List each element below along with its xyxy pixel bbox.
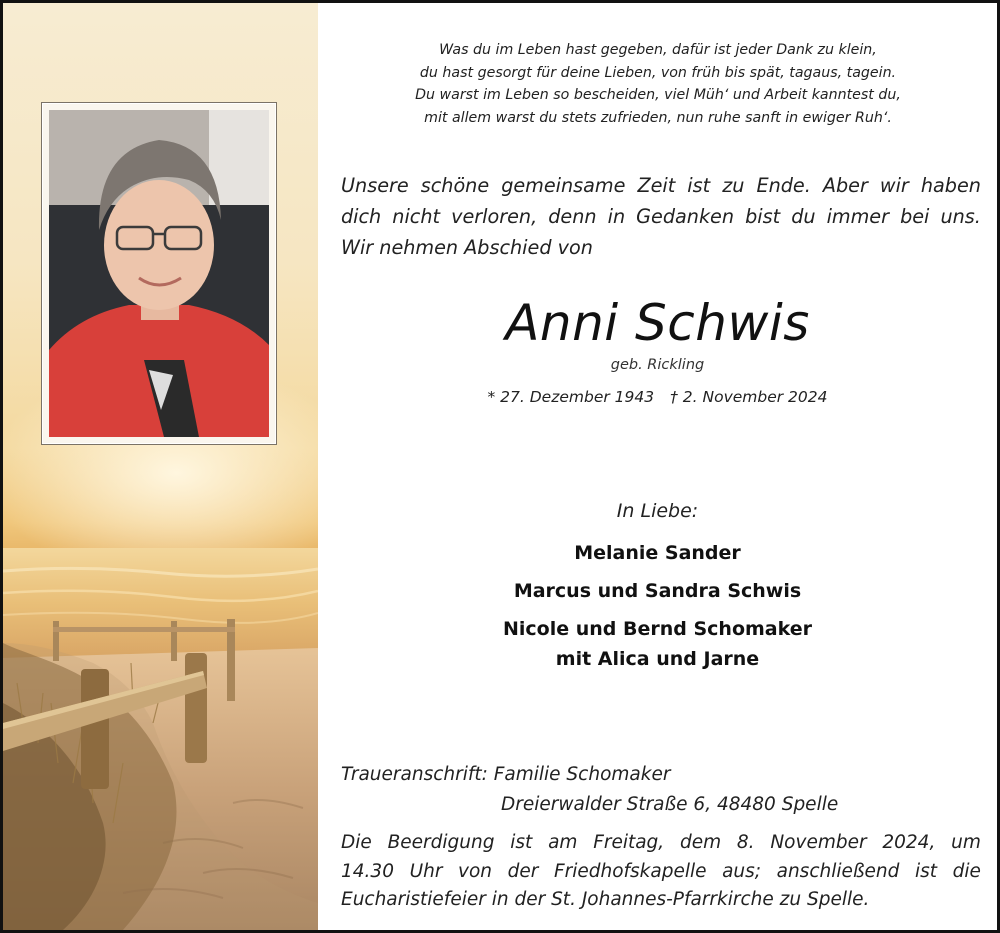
word: haben bbox=[920, 174, 981, 197]
word: ist bbox=[687, 174, 711, 197]
word: ist bbox=[914, 860, 938, 882]
mourners-label: In Liebe: bbox=[616, 500, 699, 522]
word: am bbox=[548, 832, 578, 853]
word: Die bbox=[341, 832, 372, 853]
word: dem bbox=[679, 832, 722, 853]
notice-text-panel bbox=[318, 3, 997, 930]
verse-line: Was du im Leben hast gegeben, dafür ist jeder Dank zu klein, bbox=[439, 42, 877, 58]
funeral-line: Eucharistiefeier in der St. Johannes-Pfarrkirche zu Spelle. bbox=[341, 889, 870, 910]
word: Uhr bbox=[409, 860, 443, 882]
mourner-line: Marcus und Sandra Schwis bbox=[513, 580, 802, 602]
intro-paragraph bbox=[341, 170, 981, 263]
word: der bbox=[507, 860, 539, 882]
word: zu bbox=[722, 174, 745, 197]
word: ist bbox=[510, 832, 533, 853]
memorial-verse bbox=[338, 39, 978, 129]
word: von bbox=[458, 860, 493, 882]
death-date: † 2. November 2024 bbox=[670, 388, 828, 406]
mourner-line: Nicole und Bernd Schomaker bbox=[502, 618, 813, 640]
word: Aber bbox=[822, 174, 868, 197]
intro-line: Wir nehmen Abschied von bbox=[341, 236, 593, 259]
portrait-photo bbox=[41, 102, 277, 445]
word: anschließend bbox=[776, 860, 900, 882]
mourners-list bbox=[318, 538, 997, 674]
address-line: Dreierwalder Straße 6, 48480 Spelle bbox=[501, 794, 839, 815]
word: denn bbox=[548, 205, 597, 228]
word: Unsere bbox=[341, 174, 409, 197]
word: die bbox=[952, 860, 981, 882]
word: nicht bbox=[392, 205, 441, 228]
word: Zeit bbox=[637, 174, 676, 197]
word: du bbox=[791, 205, 816, 228]
intro-line bbox=[341, 170, 981, 201]
word: 2024, bbox=[882, 832, 936, 853]
mourner-line: Melanie Sander bbox=[574, 542, 741, 564]
word: 14.30 bbox=[341, 860, 394, 882]
address-line: Traueranschrift: Familie Schomaker bbox=[341, 764, 671, 785]
word: Gedanken bbox=[636, 205, 735, 228]
portrait-image bbox=[49, 110, 269, 437]
word: in bbox=[607, 205, 626, 228]
mourning-address bbox=[341, 760, 981, 820]
word: schöne bbox=[420, 174, 490, 197]
birth-date: * 27. Dezember 1943 bbox=[487, 388, 655, 406]
word: Beerdigung bbox=[387, 832, 495, 853]
word: gemeinsame bbox=[501, 174, 626, 197]
verse-line: Du warst im Leben so bescheiden, viel Müh‘ und Arbeit kanntest du, bbox=[415, 87, 901, 103]
word: Ende. bbox=[756, 174, 811, 197]
word: bei bbox=[900, 205, 930, 228]
life-dates bbox=[318, 388, 997, 406]
word: wir bbox=[879, 174, 909, 197]
word: uns. bbox=[940, 205, 981, 228]
word: verloren, bbox=[451, 205, 538, 228]
word: November bbox=[770, 832, 867, 853]
verse-line: du hast gesorgt für deine Lieben, von früh bis spät, tagaus, tagein. bbox=[419, 64, 897, 81]
word: Friedhofskapelle bbox=[553, 860, 707, 882]
verse-line: mit allem warst du stets zufrieden, nun ruhe sanft in ewiger Ruh‘. bbox=[424, 109, 892, 126]
word: dich bbox=[341, 205, 382, 228]
funeral-line bbox=[341, 829, 981, 858]
maiden-name: geb. Rickling bbox=[610, 357, 705, 373]
word: 8. bbox=[736, 832, 755, 853]
word: um bbox=[951, 832, 981, 853]
deceased-name: Anni Schwis bbox=[505, 294, 810, 352]
word: bist bbox=[745, 205, 781, 228]
word: Freitag, bbox=[593, 832, 665, 853]
word: aus; bbox=[722, 860, 762, 882]
funeral-info bbox=[341, 829, 981, 915]
word: immer bbox=[826, 205, 889, 228]
intro-line bbox=[341, 201, 981, 232]
beach-background-image bbox=[3, 3, 318, 930]
funeral-line bbox=[341, 858, 981, 887]
mourner-line: mit Alica und Jarne bbox=[555, 648, 760, 670]
